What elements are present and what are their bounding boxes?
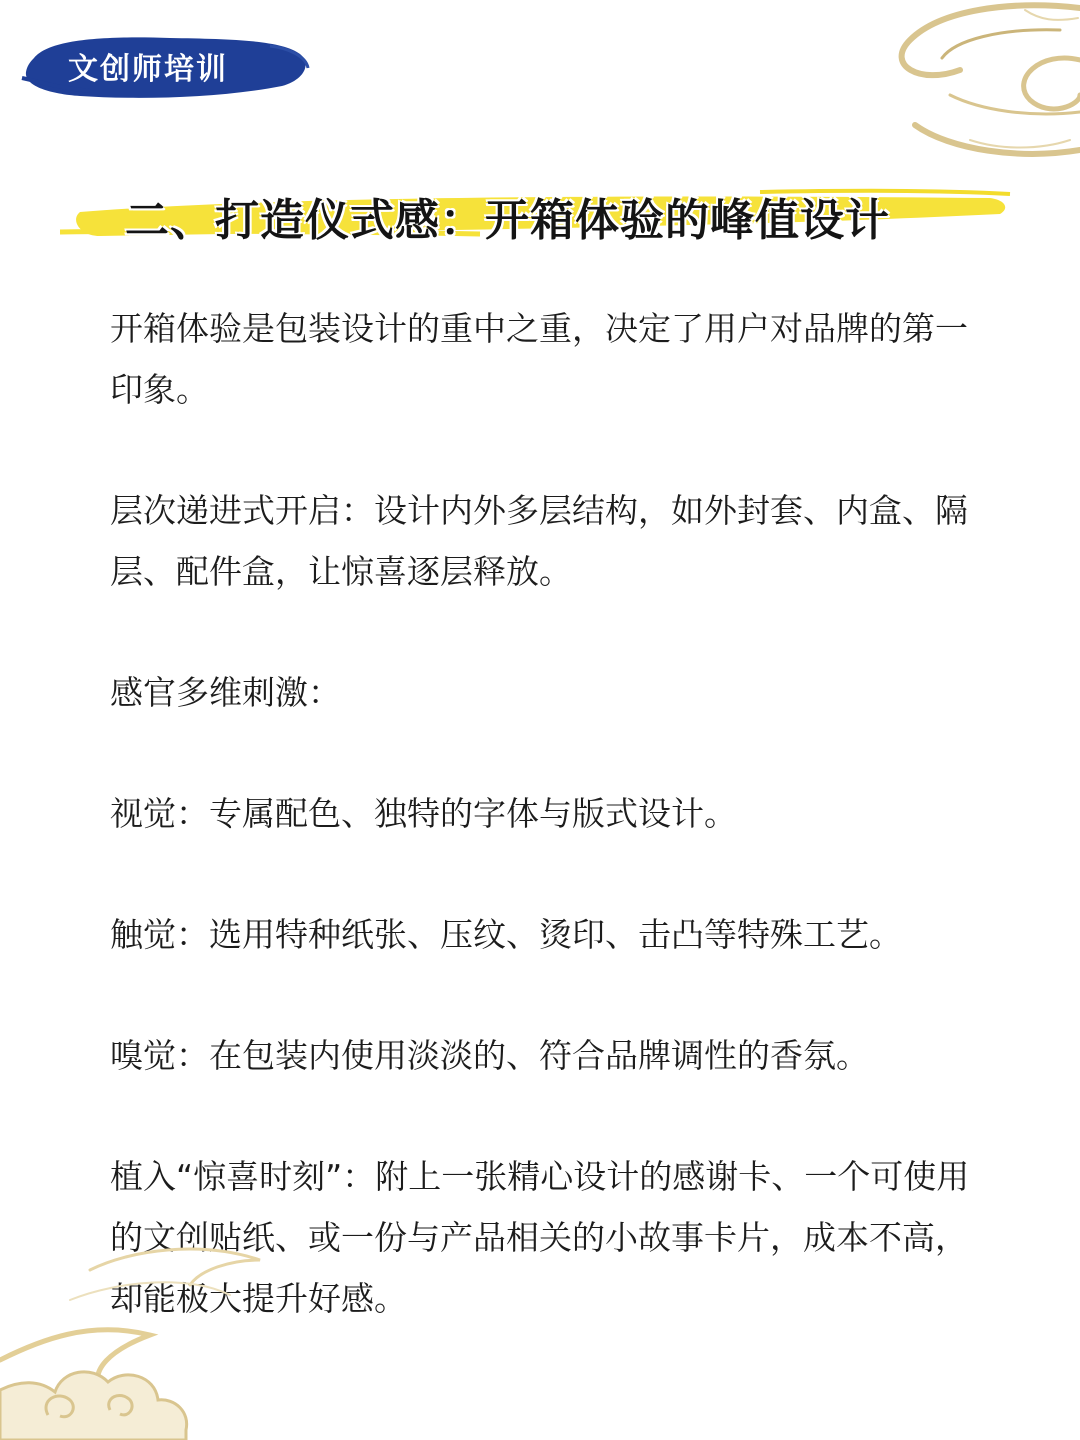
paragraph: 层次递进式开启：设计内外多层结构，如外封套、内盒、隔层、配件盒，让惊喜逐层释放。 [110, 491, 968, 591]
paragraph: 感官多维刺激： [110, 673, 341, 712]
paragraph: 视觉：专属配色、独特的字体与版式设计。 [110, 794, 737, 833]
paragraph: 嗅觉：在包装内使用淡淡的、符合品牌调性的香氛。 [110, 1036, 869, 1075]
article-body [110, 298, 990, 1329]
paragraph: 触觉：选用特种纸张、压纹、烫印、击凸等特殊工艺。 [110, 915, 902, 954]
heading-text: 二、打造仪式感：开箱体验的峰值设计 [125, 195, 890, 246]
badge-label: 文创师培训 [68, 52, 228, 87]
cloud-decoration-icon [0, 1240, 330, 1440]
swirl-decoration-icon [680, 0, 1080, 175]
paragraph: 开箱体验是包装设计的重中之重，决定了用户对品牌的第一印象。 [110, 309, 968, 409]
brand-badge [20, 28, 310, 102]
section-heading [60, 170, 1020, 260]
paragraph: 植入“惊喜时刻”：附上一张精心设计的感谢卡、一个可使用的文创贴纸、或一份与产品相关的小故事卡片，成本不高，却能极大提升好感。 [110, 1157, 970, 1318]
